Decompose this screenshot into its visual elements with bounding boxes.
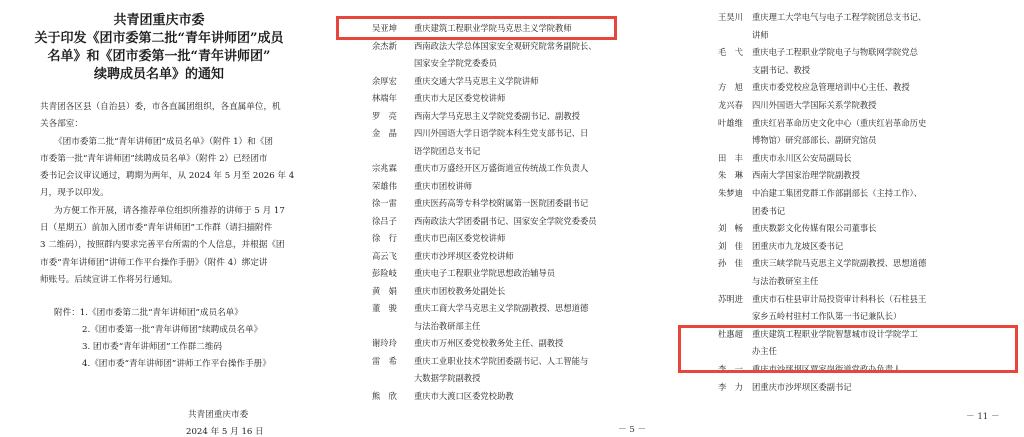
notice-title-line: 名单》和《团市委第一批“青年讲师团” (47, 49, 271, 64)
roster-page-5 (318, 0, 668, 437)
roster-description-line: 与法治教研部主任 (414, 320, 481, 331)
roster-description-line: 四川外国语大学日语学院本科生党支部书记、日 (414, 128, 589, 138)
roster-description-line: 大数据学院副教授 (414, 373, 481, 383)
highlight-box (336, 16, 617, 40)
roster-name: 朱梦迪 (718, 188, 743, 198)
notice-body-line: 3 二维码），按照群内要求完善平台所需的个人信息，并根据《团 (40, 240, 285, 250)
roster-description-line: 重庆交通大学马克思主义学院讲师 (414, 75, 539, 86)
roster-description-line: 团重庆市九龙坡区委书记 (752, 240, 844, 251)
notice-body-line: 市委第一批“青年讲师团”续聘成员名单》（附件 2）已经团市 (40, 154, 268, 164)
roster-name: 孙 佳 (718, 258, 743, 269)
roster-name: 熊 欣 (372, 390, 397, 401)
roster-name: 雷 希 (372, 355, 397, 366)
roster-description-line: 西南大学马克思主义学院党委副书记、副教授 (414, 110, 580, 121)
notice-body-line: 委书记会议审议通过，聘期为两年，从 2024 年 5 月至 2026 年 4 (40, 171, 295, 181)
roster-description-line: 重庆市万州区委党校教务处主任、副教授 (414, 338, 564, 348)
roster-description-line: 重庆工商大学马克思主义学院副教授、思想道德 (414, 303, 589, 313)
notice-title-line: 续聘成员名单》的通知 (93, 67, 224, 82)
roster-description-line: 重庆市永川区公安局副局长 (752, 152, 852, 163)
notice-body-line: 月，现予以印发。 (40, 188, 109, 198)
attachment-item: 附件：1.《团市委第二批“青年讲师团”成员名单》 (54, 308, 243, 318)
roster-name: 宗兆霖 (372, 163, 397, 173)
roster-description-line: 西南大学国家治理学院副教授 (752, 170, 860, 181)
roster-name: 刘 佳 (718, 240, 743, 251)
notice-body-line: 共青团各区县（自治县）委，市各直属团组织，各直属单位，机 (40, 102, 281, 112)
notice-title-line: 共青团重庆市委 (113, 13, 205, 28)
attachment-item: 3. 团市委“青年讲师团”工作群二维码 (82, 342, 223, 352)
roster-name: 龙兴春 (718, 100, 743, 110)
roster-name: 田 丰 (718, 152, 743, 163)
roster-description-line: 国家安全学院党委委员 (414, 58, 497, 68)
roster-description-line: 团重庆市沙坪坝区委副书记 (752, 381, 852, 392)
roster-name: 高云飞 (372, 250, 397, 261)
roster-name: 余厚宏 (372, 75, 397, 86)
attachment-item: 4.《团市委“青年讲师团”讲师工作平台操作手册》 (82, 359, 271, 369)
notice-body-line: 为方便工作开展，请各推荐单位组织所推荐的讲师于 5 月 17 (54, 206, 285, 216)
roster-name: 刘 畅 (718, 223, 743, 234)
roster-name: 苏明进 (718, 293, 743, 304)
roster-name: 荣雄伟 (372, 180, 397, 191)
roster-name: 李 一 (718, 364, 743, 374)
roster-description-line: 重庆医药高等专科学校附属第一医院团委副书记 (414, 198, 589, 208)
roster-name: 黄 娟 (372, 285, 397, 296)
roster-description-line: 重庆市巴南区委党校讲师 (414, 233, 506, 243)
roster-name: 罗 亮 (372, 110, 397, 121)
roster-description-line: 重庆市沙坪坝区委党校讲师 (414, 250, 514, 261)
roster-description-line: 中冶建工集团党群工作部副部长（主持工作）、 (752, 188, 923, 198)
attachment-item: 2.《团市委第一批“青年讲师团”续聘成员名单》 (82, 325, 263, 335)
roster-name: 王昊川 (718, 12, 743, 22)
roster-name: 金 晶 (372, 128, 397, 138)
roster-description-line: 语学院团总支书记 (414, 145, 481, 156)
notice-page (0, 0, 318, 437)
roster-name: 徐 行 (372, 233, 397, 243)
roster-name: 徐吕子 (372, 215, 397, 226)
page-number: － 11 － (966, 412, 1000, 422)
roster-name: 朱 琳 (718, 170, 743, 181)
page-number: － 5 － (618, 425, 647, 435)
notice-body-line: 关各部室： (40, 119, 83, 129)
roster-name: 徐一雷 (372, 198, 397, 208)
roster-description-line: 重庆电子工程职业学院电子与物联网学院党总 (752, 47, 918, 58)
roster-description-line: 重庆市石柱县审计局投资审计科科长（石柱县王 (752, 293, 927, 304)
roster-description-line: 重庆建筑工程职业学院马克思主义学院教师 (414, 23, 572, 33)
roster-page-11 (668, 0, 1024, 437)
roster-description-line: 与法治教研室主任 (752, 276, 819, 286)
roster-description-line: 四川外国语大学国际关系学院教授 (752, 100, 877, 110)
roster-description-line: 重庆工业职业技术学院团委副书记、人工智能与 (414, 355, 589, 366)
roster-name: 叶雄维 (718, 117, 743, 128)
roster-description-line: 重庆市团校教务处副处长 (414, 285, 506, 296)
roster-description-line: 重庆市团校讲师 (414, 180, 473, 191)
highlight-box (678, 325, 1018, 373)
roster-description-line: 重庆市委党校应急管理培训中心主任、教授 (752, 82, 910, 93)
roster-name: 董 骏 (372, 303, 397, 313)
roster-description-line: 重庆三峡学院马克思主义学院副教授、思想道德 (752, 258, 927, 269)
signature: 共青团重庆市委 (188, 410, 249, 420)
roster-description-line: 家乡五岭村驻村工作队第一书记兼队长） (752, 311, 902, 322)
roster-description-line: 重庆理工大学电气与电子工程学院团总支书记、 (752, 12, 927, 22)
roster-description-line: 重庆建筑工程职业学院智慧城市设计学院学工 (752, 328, 918, 339)
roster-name: 谢玲玲 (372, 338, 397, 348)
roster-name: 林端年 (372, 93, 397, 103)
notice-body-line: 市委“青年讲师团”讲师工作平台操作手册》（附件 4）绑定讲 (40, 258, 268, 268)
roster-description-line: 重庆电子工程职业学院思想政治辅导员 (414, 268, 556, 278)
roster-description-line: 西南政法大学团委副书记、国家安全学院党委委员 (414, 215, 597, 226)
roster-name: 彭险岐 (372, 268, 397, 278)
roster-description-line: 重庆市大足区委党校讲师 (414, 93, 506, 103)
roster-description-line: 重庆市沙坪坝区覃家岗街道党政办负责人 (752, 364, 902, 374)
roster-description-line: 团委书记 (752, 205, 786, 216)
roster-description-line: 重庆数影文化传媒有限公司董事长 (752, 223, 877, 234)
roster-description-line: 西南政法大学总体国家安全观研究院常务副院长、 (414, 40, 597, 51)
roster-description-line: 博物馆）研究部部长、副研究馆员 (752, 135, 877, 146)
roster-description-line: 支副书记、教授 (752, 64, 811, 75)
notice-title-line: 关于印发《团市委第二批“青年讲师团”成员 (34, 31, 284, 46)
roster-description-line: 办主任 (752, 346, 777, 357)
roster-name: 李 力 (718, 381, 743, 392)
roster-name: 杜惠超 (718, 328, 743, 339)
roster-name: 方 旭 (718, 82, 743, 93)
roster-description-line: 讲师 (752, 29, 769, 40)
roster-description-line: 重庆市万盛经开区万盛街道宣传统战工作负责人 (414, 163, 589, 173)
roster-name: 毛 弋 (718, 47, 743, 58)
roster-name: 吴亚坤 (372, 23, 397, 33)
roster-name: 余杰新 (372, 40, 397, 51)
date: 2024 年 5 月 16 日 (186, 427, 264, 437)
roster-description-line: 重庆市大渡口区委党校助教 (414, 390, 514, 401)
notice-body-line: 日（星期五）前加入团市委“青年讲师团”工作群（请扫描附件 (40, 223, 273, 233)
notice-body-line: 师账号。后续宣讲工作将另行通知。 (40, 275, 178, 285)
roster-description-line: 重庆红岩革命历史文化中心（重庆红岩革命历史 (752, 117, 927, 128)
notice-body-line: 《团市委第二批“青年讲师团”成员名单》（附件 1）和《团 (54, 137, 273, 147)
